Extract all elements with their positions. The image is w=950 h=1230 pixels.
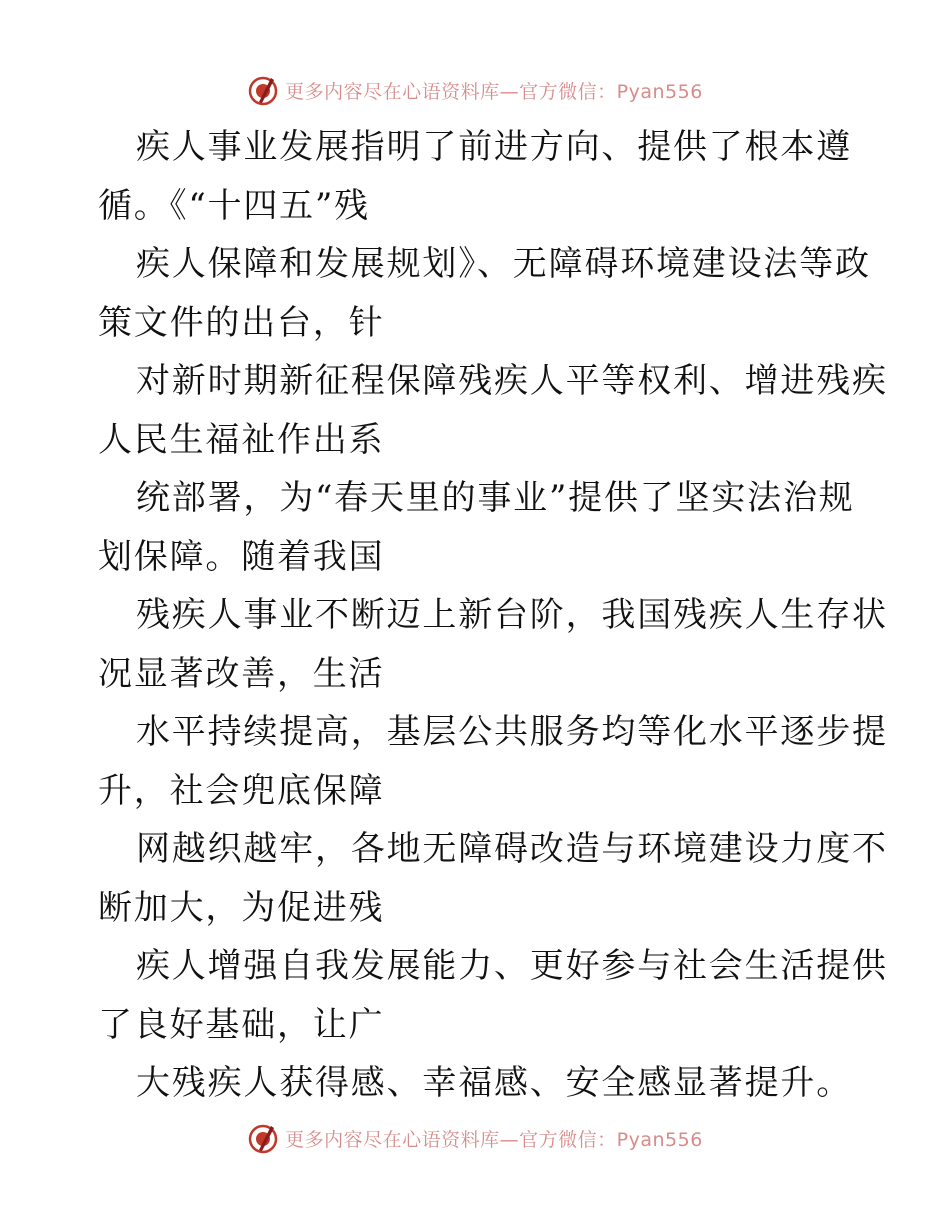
body-line: 划保障。随着我国	[98, 536, 385, 577]
body-line: 升，社会兜底保障	[98, 770, 385, 811]
footer-watermark	[0, 1118, 950, 1158]
body-line: 疾人增强自我发展能力、更好参与社会生活提供	[136, 946, 888, 986]
body-line: 残疾人事业不断迈上新台阶，我国残疾人生存状	[136, 595, 888, 635]
pen-seal-logo-icon	[247, 74, 279, 106]
body-line: 断加大，为促进残	[98, 887, 385, 928]
body-line: 对新时期新征程保障残疾人平等权利、增进残疾	[136, 361, 888, 401]
pen-seal-logo-icon	[247, 1122, 279, 1154]
body-line: 水平持续提高，基层公共服务均等化水平逐步提	[136, 712, 888, 752]
body-line: 统部署，为“春天里的事业”提供了坚实法治规	[136, 478, 855, 518]
document-body	[98, 118, 888, 1113]
watermark-text: 更多内容尽在心语资料库—官方微信：Pyan556	[285, 80, 703, 103]
body-line: 人民生福祉作出系	[98, 419, 385, 460]
body-line: 疾人事业发展指明了前进方向、提供了根本遵	[136, 127, 852, 167]
body-line: 策文件的出台，针	[98, 302, 385, 343]
body-line: 循。《“十四五”残	[98, 185, 370, 226]
body-line: 疾人保障和发展规划》、无障碍环境建设法等政	[136, 244, 871, 284]
header-watermark	[0, 70, 950, 110]
body-line: 况显著改善，生活	[98, 653, 385, 694]
watermark-text: 更多内容尽在心语资料库—官方微信：Pyan556	[285, 1128, 703, 1151]
body-line: 大残疾人获得感、幸福感、安全感显著提升。	[136, 1063, 852, 1103]
body-line: 网越织越牢，各地无障碍改造与环境建设力度不	[136, 829, 888, 869]
body-line: 了良好基础，让广	[98, 1004, 385, 1045]
